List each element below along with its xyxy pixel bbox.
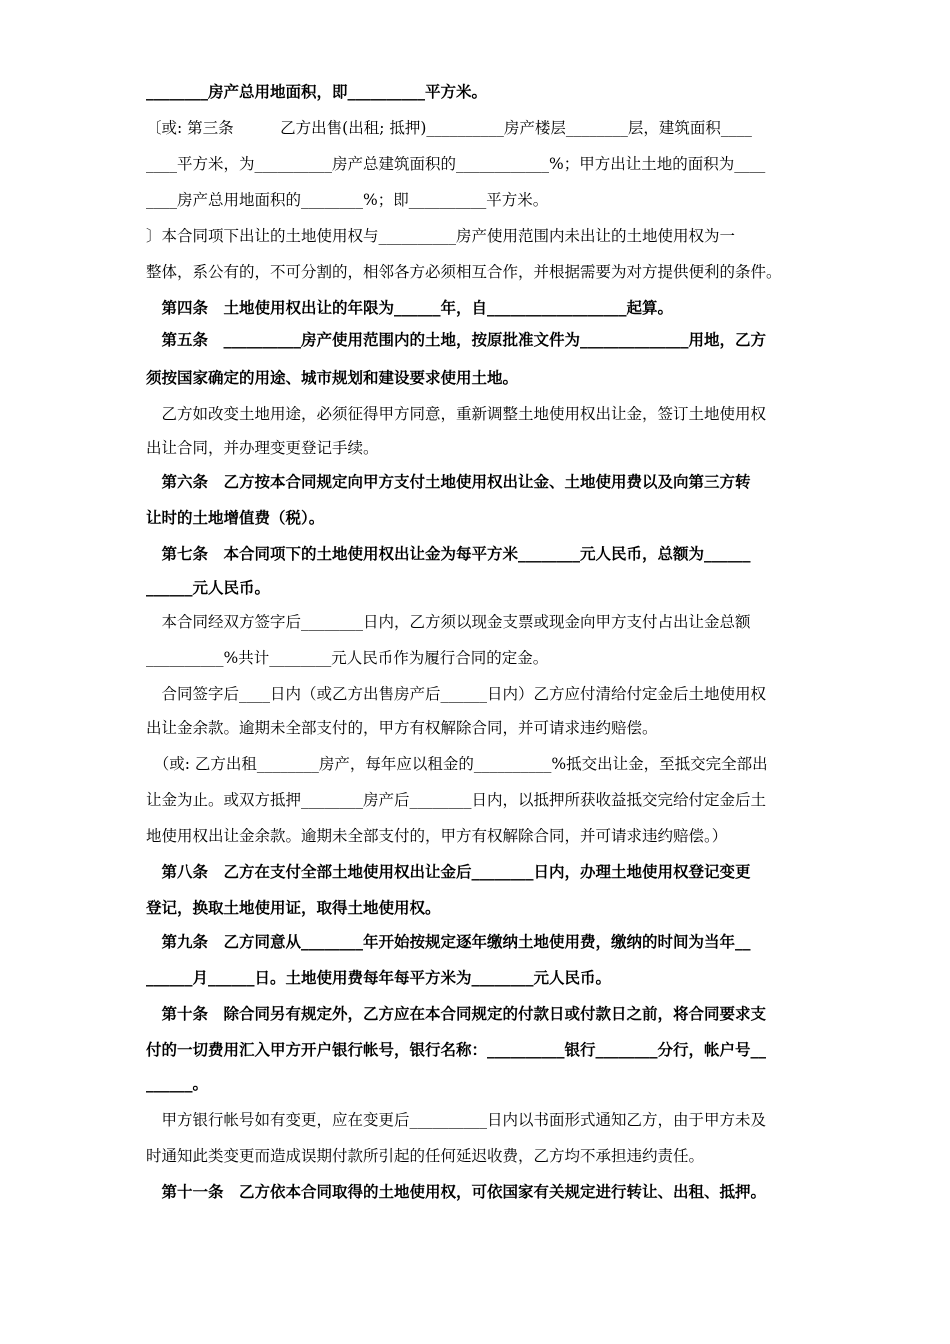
text-line: 付的一切费用汇入甲方开户银行帐号，银行名称：__________银行________分行，帐户号__ [146,1041,767,1059]
text-line: 出让金余款。逾期未全部支付的，甲方有权解除合同，并可请求违约赔偿。 [146,719,658,737]
text-line: 合同签字后____日内（或乙方出售房产后______日内）乙方应付清给付定金后土地使用权 [146,685,767,703]
text-line: ______月______日。土地使用费每年每平方米为________元人民币。 [146,969,612,987]
text-line: 出让合同，并办理变更登记手续。 [146,439,379,457]
text-line: 整体，系公有的，不可分割的，相邻各方必须相互合作，并根据需要为对方提供便利的条件。 [146,263,782,281]
text-line: ____房产总用地面积的________%；即__________平方米。 [146,191,549,209]
text-line: 让金为止。或双方抵押________房产后________日内，以抵押所获收益抵交完给付定金后土 [146,791,767,809]
text-line: ________房产总用地面积，即__________平方米。 [146,83,488,101]
text-line: ______。 [146,1075,209,1093]
text-line: 登记，换取土地使用证，取得土地使用权。 [146,899,441,917]
text-line: ______元人民币。 [146,579,271,597]
clause-10-heading: 第十条 除合同另有规定外，乙方应在本合同规定的付款日或付款日之前，将合同要求支 [146,1005,767,1023]
text-line: 甲方银行帐号如有变更，应在变更后__________日内以书面形式通知乙方，由于甲方未及 [146,1111,767,1129]
text-line: 〔或: 第三条 乙方出售(出租; 抵押)__________房产楼层________层，建筑面积____ [146,119,752,137]
clause-6-heading: 第六条 乙方按本合同规定向甲方支付土地使用权出让金、土地使用费以及向第三方转 [146,473,751,491]
clause-5-heading: 第五条 __________房产使用范围内的土地，按原批准文件为______________用地，乙方 [146,331,767,349]
clause-11-heading: 第十一条 乙方依本合同取得的土地使用权，可依国家有关规定进行转让、出租、抵押。 [146,1183,767,1201]
text-line: __________%共计________元人民币作为履行合同的定金。 [146,649,549,667]
text-line: 本合同经双方签字后________日内，乙方须以现金支票或现金向甲方支付占出让金总额 [146,613,751,631]
clause-9-heading: 第九条 乙方同意从________年开始按规定逐年缴纳土地使用费，缴纳的时间为当年__ [146,933,751,951]
text-line: 〕本合同项下出让的土地使用权与__________房产使用范围内未出让的土地使用权为一 [146,227,736,245]
clause-8-heading: 第八条 乙方在支付全部土地使用权出让金后________日内，办理土地使用权登记变更 [146,863,751,881]
text-line: 乙方如改变土地用途，必须征得甲方同意，重新调整土地使用权出让金，签订土地使用权 [146,405,767,423]
text-line: ____平方米，为__________房产总建筑面积的____________%；甲方出让土地的面积为____ [146,155,766,173]
text-line: 地使用权出让金余款。逾期未全部支付的，甲方有权解除合同，并可请求违约赔偿。） [146,827,728,845]
text-line: 须按国家确定的用途、城市规划和建设要求使用土地。 [146,369,519,387]
text-line: （或: 乙方出租________房产，每年应以租金的__________%抵交出让金，至抵交完全部出 [146,755,768,773]
clause-7-heading: 第七条 本合同项下的土地使用权出让金为每平方米________元人民币，总额为______ [146,545,751,563]
text-line: 时通知此类变更而造成误期付款所引起的任何延迟收费，乙方均不承担违约责任。 [146,1147,705,1165]
clause-4-heading: 第四条 土地使用权出让的年限为______年，自__________________起算。 [146,299,674,317]
text-line: 让时的土地增值费（税）。 [146,509,325,527]
